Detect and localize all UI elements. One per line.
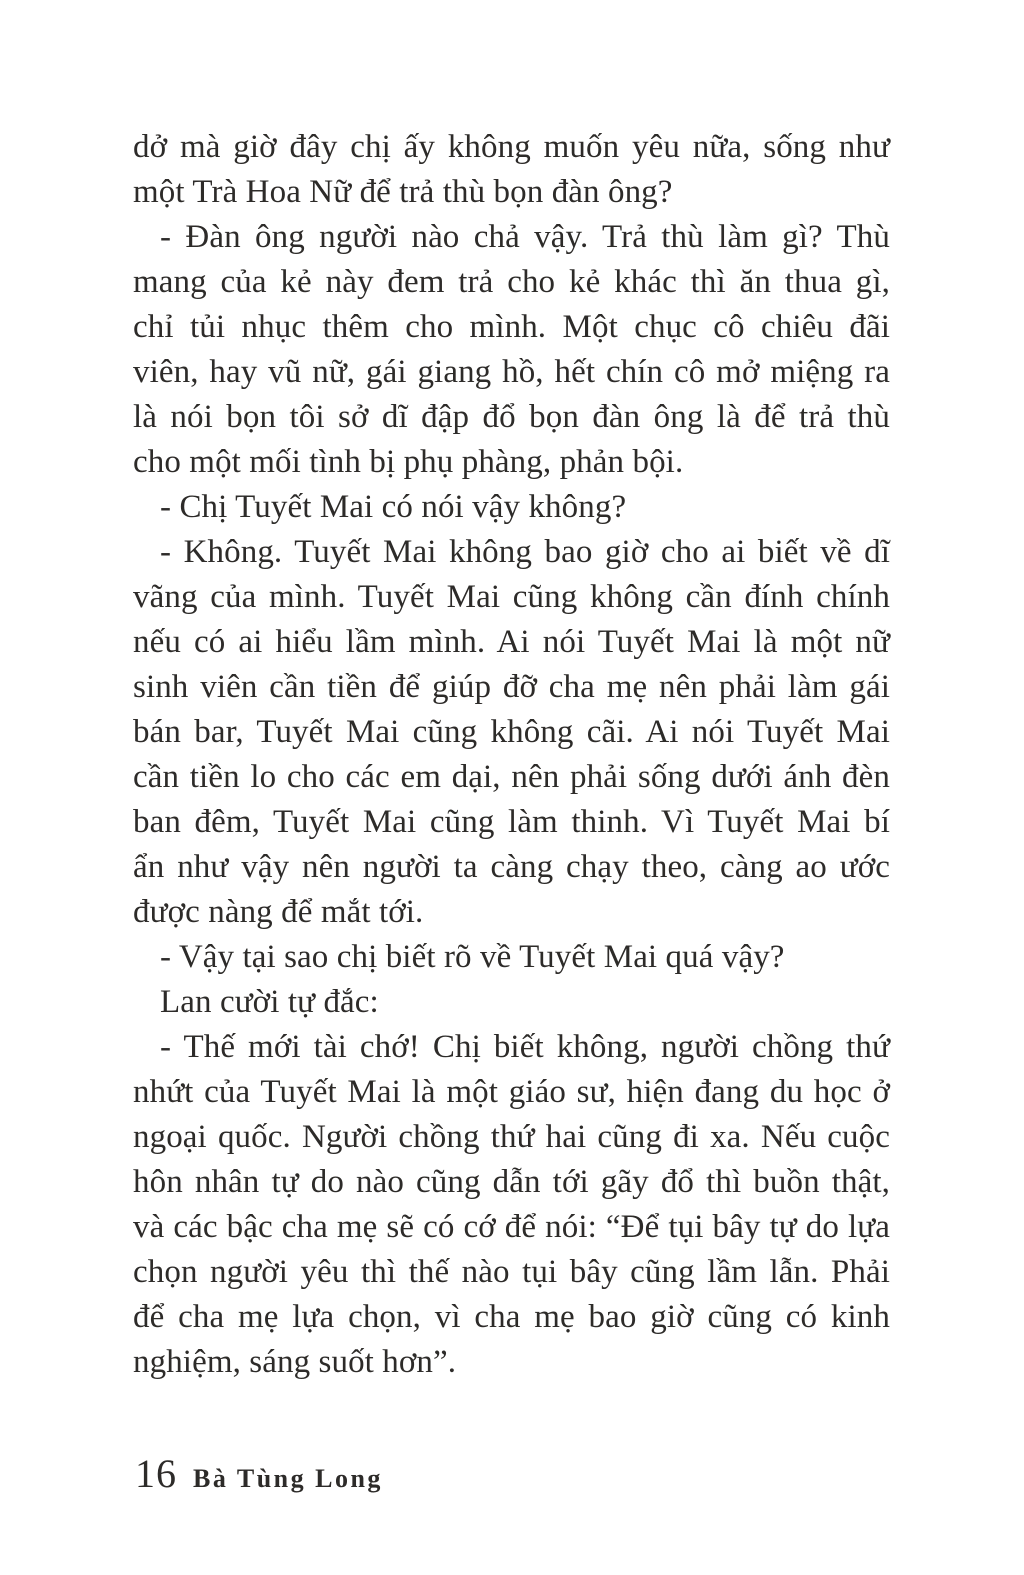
text-line: Lan cười tự đắc: [160,984,379,1020]
text-line: chỉ tủi nhục thêm cho mình. Một chục cô chiêu đãi [133,309,890,345]
text-line: để cha mẹ lựa chọn, vì cha mẹ bao giờ cũng có kinh [133,1299,890,1335]
paragraph [133,215,890,485]
text-line: cần tiền lo cho các em dại, nên phải sống dưới ánh đèn [133,759,890,795]
text-line: và các bậc cha mẹ sẽ có cớ để nói: “Để tụi bây tự do lựa [133,1209,890,1245]
paragraph [133,530,890,935]
page-footer [135,1452,383,1496]
text-line: dở mà giờ đây chị ấy không muốn yêu nữa, sống như [133,129,890,165]
text-line: chọn người yêu thì thế nào tụi bây cũng lầm lẫn. Phải [133,1254,890,1290]
text-line: ban đêm, Tuyết Mai cũng làm thinh. Vì Tuyết Mai bí [133,804,890,840]
text-line: bán bar, Tuyết Mai cũng không cãi. Ai nói Tuyết Mai [133,714,890,750]
text-line: hôn nhân tự do nào cũng dẫn tới gãy đổ thì buồn thật, [133,1164,890,1200]
paragraph [133,485,890,530]
text-line: một Trà Hoa Nữ để trả thù bọn đàn ông? [133,174,673,210]
paragraph [133,125,890,215]
text-line: nếu có ai hiểu lầm mình. Ai nói Tuyết Mai là một nữ [133,624,890,660]
page-number: 16 [135,1451,177,1496]
text-line: nhứt của Tuyết Mai là một giáo sư, hiện đang du học ở [133,1074,890,1110]
text-line: - Không. Tuyết Mai không bao giờ cho ai biết về dĩ [160,534,890,570]
text-line: viên, hay vũ nữ, gái giang hồ, hết chín cô mở miệng ra [133,354,890,390]
text-line: mang của kẻ này đem trả cho kẻ khác thì ăn thua gì, [133,264,890,300]
text-line: nghiệm, sáng suốt hơn”. [133,1344,457,1380]
text-line: được nàng để mắt tới. [133,894,424,930]
text-line: - Vậy tại sao chị biết rõ về Tuyết Mai quá vậy? [160,939,785,975]
text-line: - Đàn ông người nào chả vậy. Trả thù làm gì? Thù [160,219,890,255]
text-line: - Thế mới tài chớ! Chị biết không, người chồng thứ [160,1029,890,1065]
paragraph [133,980,890,1025]
text-line: ngoại quốc. Người chồng thứ hai cũng đi xa. Nếu cuộc [133,1119,890,1155]
paragraph [133,935,890,980]
text-line: là nói bọn tôi sở dĩ đập đổ bọn đàn ông là để trả thù [133,399,890,435]
text-line: vãng của mình. Tuyết Mai cũng không cần đính chính [133,579,890,615]
page-text [133,125,890,1385]
running-title: Bà Tùng Long [193,1464,383,1493]
text-line: cho một mối tình bị phụ phàng, phản bội. [133,444,684,480]
text-line: sinh viên cần tiền để giúp đỡ cha mẹ nên phải làm gái [133,669,890,705]
paragraph [133,1025,890,1385]
text-line: ẩn như vậy nên người ta càng chạy theo, càng ao ước [133,849,890,885]
text-line: - Chị Tuyết Mai có nói vậy không? [160,489,627,525]
